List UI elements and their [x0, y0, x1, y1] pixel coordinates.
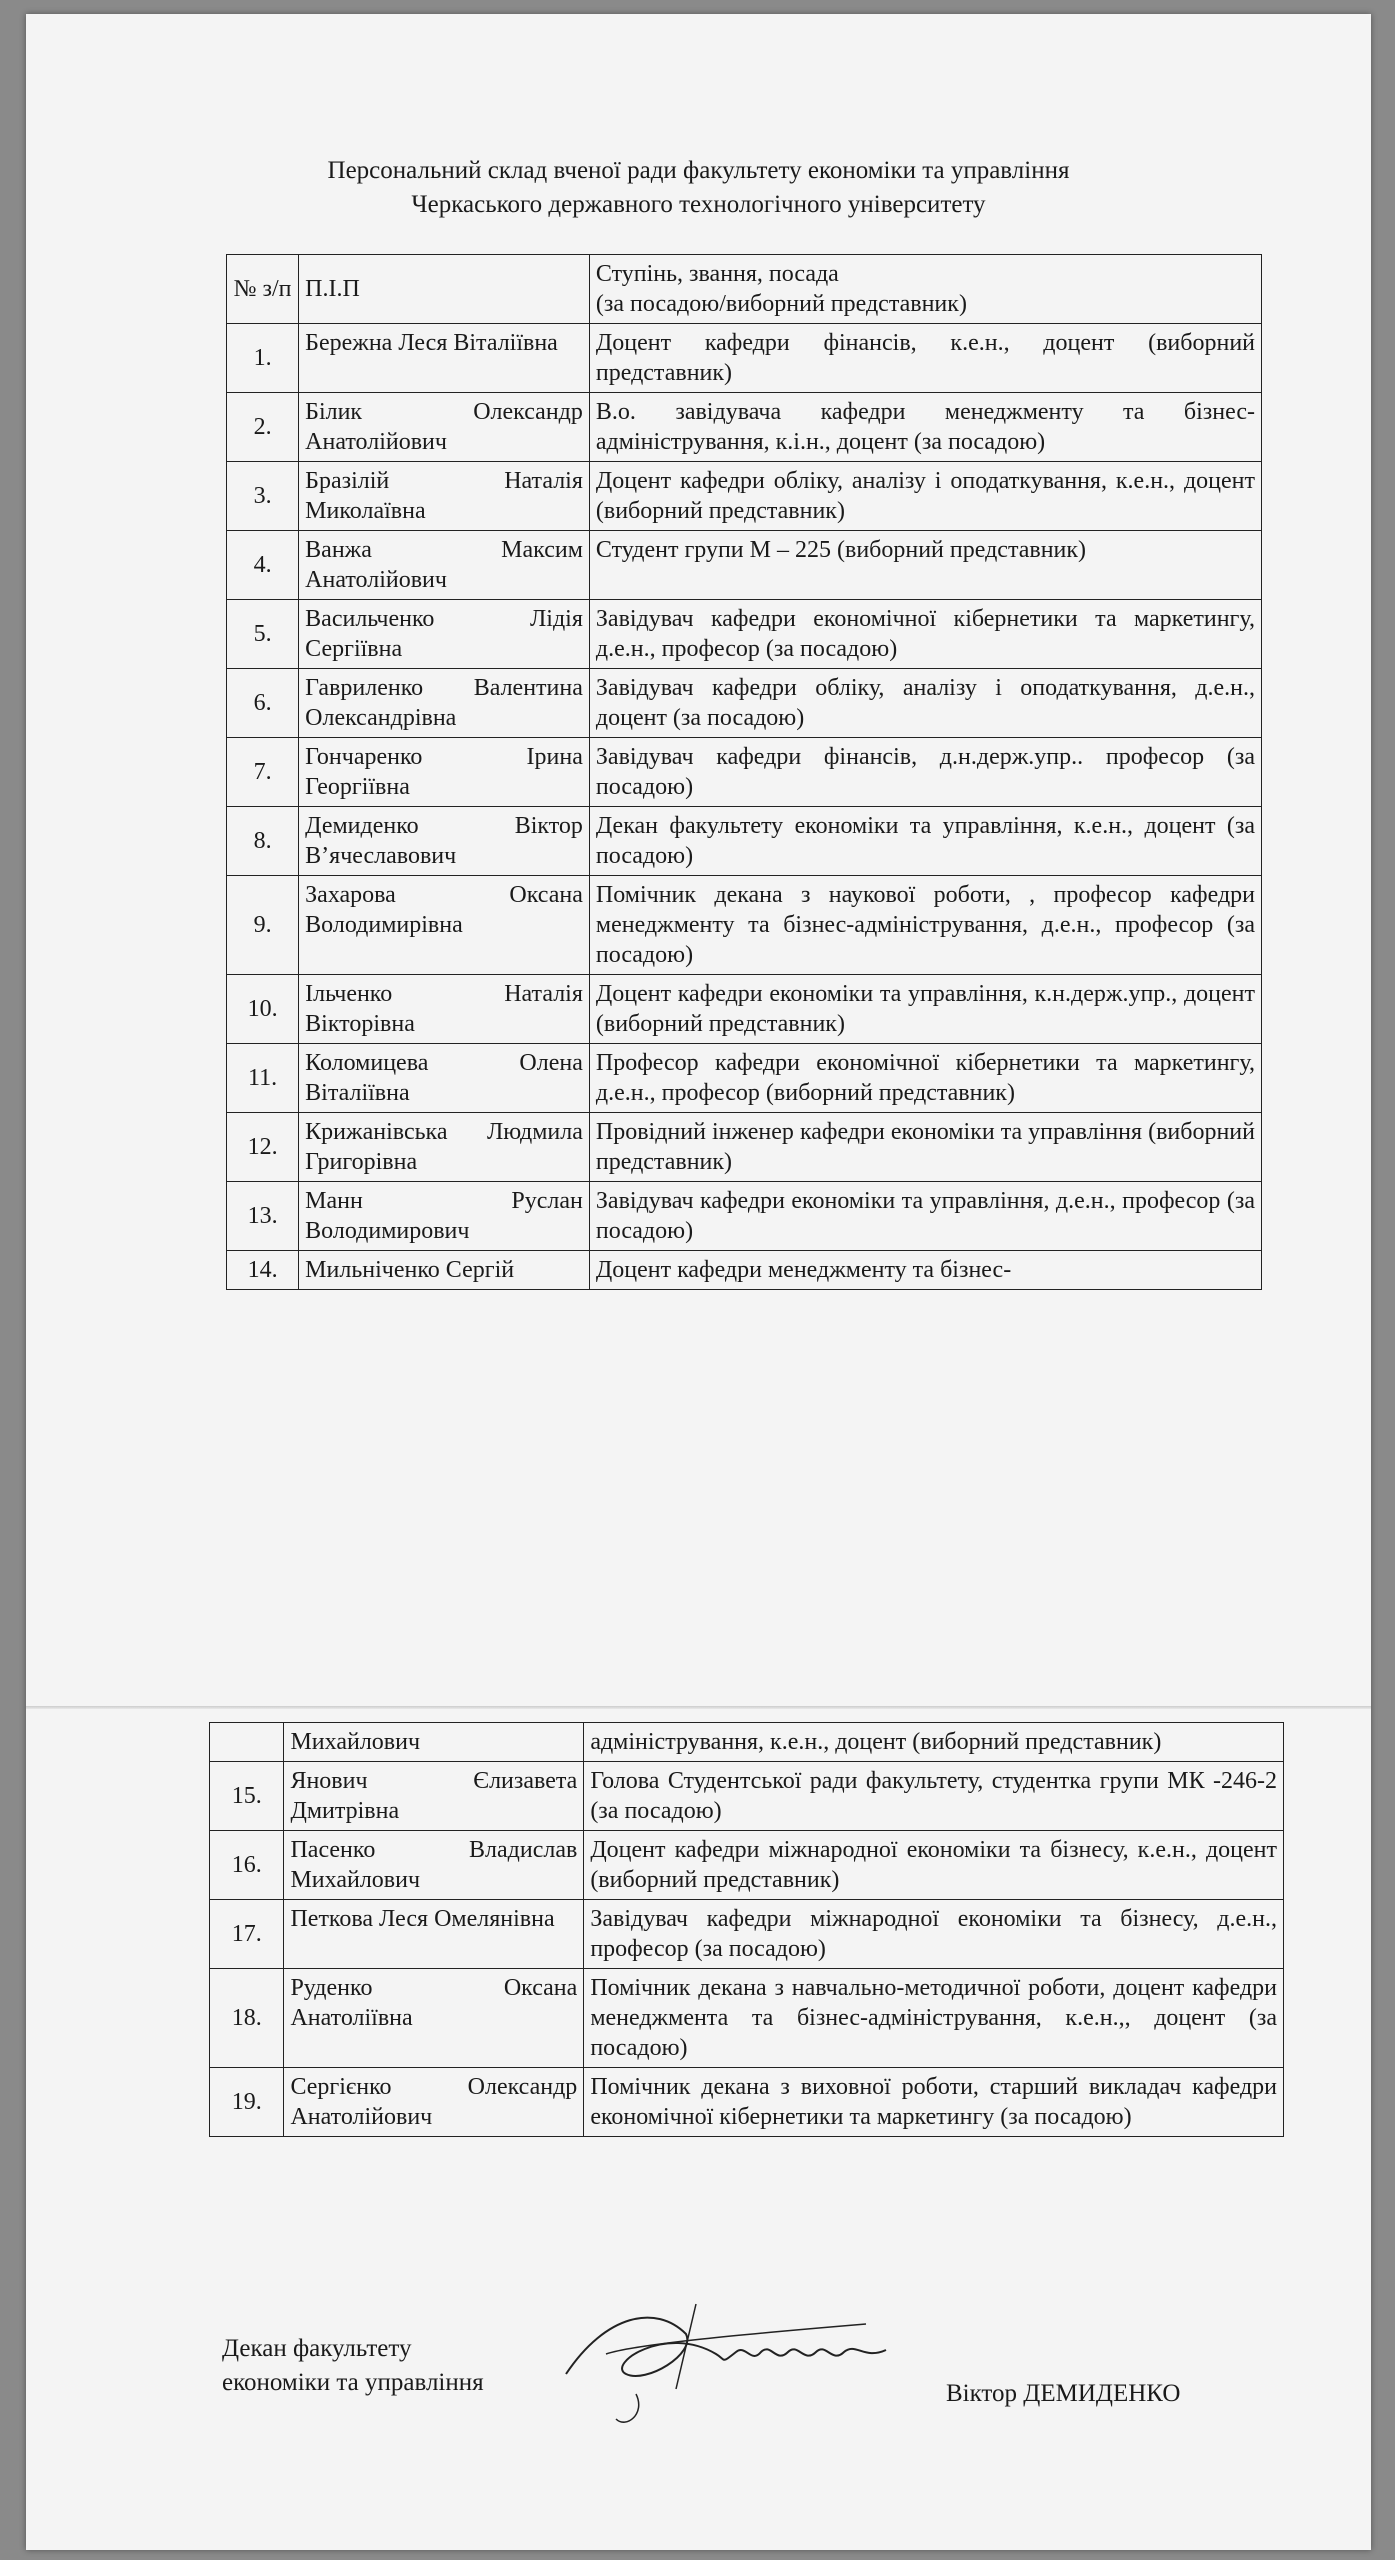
table-row	[227, 393, 1262, 462]
table-row	[210, 2068, 1284, 2137]
table-row	[227, 807, 1262, 876]
table-row	[227, 1182, 1262, 1251]
signature-label-line1: Декан факультету	[222, 2335, 412, 2362]
row-name: Васильченко Лідія Сергіївна	[299, 600, 590, 669]
row-position: Професор кафедри економічної кібернетики та маркетингу, д.е.н., професор (виборний представник)	[589, 1044, 1261, 1113]
staff-table	[226, 254, 1262, 1290]
row-name: Петкова Леся Омелянівна	[284, 1900, 584, 1969]
header-name: П.І.П	[299, 255, 590, 324]
row-position: Декан факультету економіки та управління, к.е.н., доцент (за посадою)	[589, 807, 1261, 876]
header-position-line1: Ступінь, звання, посада	[595, 261, 839, 287]
table-row	[227, 1251, 1262, 1290]
row-name: Крижанівська Людмила Григорівна	[299, 1113, 590, 1182]
staff-table-continued	[209, 1722, 1284, 2137]
table-row	[210, 1969, 1284, 2068]
header-number: № з/п	[227, 255, 299, 324]
row-name: Ванжа Максим Анатолійович	[299, 531, 590, 600]
header-position	[589, 255, 1261, 324]
row-name: Бразілій Наталія Миколаївна	[299, 462, 590, 531]
row-position: Помічник декана з виховної роботи, старший викладач кафедри економічної кібернетики та маркетингу (за посадою)	[584, 2068, 1284, 2137]
table-row	[227, 975, 1262, 1044]
row-number: 2.	[227, 393, 299, 462]
row-position: Доцент кафедри обліку, аналізу і оподаткування, к.е.н., доцент (виборний представник)	[589, 462, 1261, 531]
row-number: 9.	[227, 876, 299, 975]
document-title-line2: Черкаського державного технологічного університету	[411, 191, 986, 218]
row-position: Помічник декана з наукової роботи, , професор кафедри менеджменту та бізнес-адміністрування, д.е.н., професор (за посадою)	[589, 876, 1261, 975]
row-name: Мильніченко Сергій	[299, 1251, 590, 1290]
row-number: 13.	[227, 1182, 299, 1251]
row-number: 19.	[210, 2068, 284, 2137]
table-row	[210, 1762, 1284, 1831]
row-number: 17.	[210, 1900, 284, 1969]
row-name: Гончаренко Ірина Георгіївна	[299, 738, 590, 807]
table-row	[227, 669, 1262, 738]
row-name: Янович Єлизавета Дмитрівна	[284, 1762, 584, 1831]
row-number: 5.	[227, 600, 299, 669]
table-row	[227, 600, 1262, 669]
row-position: Помічник декана з навчально-методичної роботи, доцент кафедри менеджмента та бізнес-адміністрування, к.е.н.,, доцент (за посадою)	[584, 1969, 1284, 2068]
signature-label-line2: економіки та управління	[222, 2369, 484, 2396]
table-row	[227, 1113, 1262, 1182]
row-position: В.о. завідувача кафедри менеджменту та бізнес-адміністрування, к.і.н., доцент (за посадою)	[589, 393, 1261, 462]
row-number: 11.	[227, 1044, 299, 1113]
row-number: 12.	[227, 1113, 299, 1182]
row-name: Демиденко Віктор В’ячеславович	[299, 807, 590, 876]
paper-fold	[26, 1706, 1371, 1709]
row-position: Завідувач кафедри фінансів, д.н.держ.упр.. професор (за посадою)	[589, 738, 1261, 807]
row-position: Доцент кафедри фінансів, к.е.н., доцент (виборний представник)	[589, 324, 1261, 393]
table-body	[227, 324, 1262, 1290]
signatory-name: Віктор ДЕМИДЕНКО	[946, 2380, 1181, 2407]
row-name: Білик Олександр Анатолійович	[299, 393, 590, 462]
row-position: Доцент кафедри економіки та управління, к.н.держ.упр., доцент (виборний представник)	[589, 975, 1261, 1044]
row-position: Завідувач кафедри економічної кібернетики та маркетингу, д.е.н., професор (за посадою)	[589, 600, 1261, 669]
row-position: Завідувач кафедри обліку, аналізу і оподаткування, д.е.н., доцент (за посадою)	[589, 669, 1261, 738]
row-number: 10.	[227, 975, 299, 1044]
signature-label	[222, 2332, 484, 2400]
document-page	[26, 14, 1371, 2550]
table-row	[227, 531, 1262, 600]
row-number: 3.	[227, 462, 299, 531]
row-name: Сергієнко Олександр Анатолійович	[284, 2068, 584, 2137]
row-position: Провідний інженер кафедри економіки та управління (виборний представник)	[589, 1113, 1261, 1182]
row-position: Завідувач кафедри економіки та управління, д.е.н., професор (за посадою)	[589, 1182, 1261, 1251]
row-position: адміністрування, к.е.н., доцент (виборний представник)	[584, 1723, 1284, 1762]
row-name: Гавриленко Валентина Олександрівна	[299, 669, 590, 738]
row-name: Пасенко Владислав Михайлович	[284, 1831, 584, 1900]
table-row	[227, 1044, 1262, 1113]
row-number: 16.	[210, 1831, 284, 1900]
row-name: Коломицева Олена Віталіївна	[299, 1044, 590, 1113]
row-number: 6.	[227, 669, 299, 738]
table-row	[210, 1900, 1284, 1969]
row-number: 8.	[227, 807, 299, 876]
table-row	[210, 1831, 1284, 1900]
row-position: Завідувач кафедри міжнародної економіки та бізнесу, д.е.н., професор (за посадою)	[584, 1900, 1284, 1969]
row-number: 1.	[227, 324, 299, 393]
row-position: Доцент кафедри міжнародної економіки та бізнесу, к.е.н., доцент (виборний представник)	[584, 1831, 1284, 1900]
row-number: 15.	[210, 1762, 284, 1831]
table-row	[210, 1723, 1284, 1762]
table-row	[227, 462, 1262, 531]
row-position: Студент групи М – 225 (виборний представник)	[589, 531, 1261, 600]
row-number: 14.	[227, 1251, 299, 1290]
table-row	[227, 738, 1262, 807]
row-name: Руденко Оксана Анатоліївна	[284, 1969, 584, 2068]
row-position: Голова Студентської ради факультету, студентка групи МК -246-2 (за посадою)	[584, 1762, 1284, 1831]
row-number: 4.	[227, 531, 299, 600]
row-name: Захарова Оксана Володимирівна	[299, 876, 590, 975]
row-number: 18.	[210, 1969, 284, 2068]
header-position-line2: (за посадою/виборний представник)	[595, 291, 967, 317]
table-row	[227, 876, 1262, 975]
row-name: Манн Руслан Володимирович	[299, 1182, 590, 1251]
row-position: Доцент кафедри менеджменту та бізнес-	[589, 1251, 1261, 1290]
table-header-row	[227, 255, 1262, 324]
table-row	[227, 324, 1262, 393]
row-number	[210, 1723, 284, 1762]
row-name: Ільченко Наталія Вікторівна	[299, 975, 590, 1044]
row-number: 7.	[227, 738, 299, 807]
handwritten-signature	[546, 2294, 926, 2434]
document-title-line1: Персональний склад вченої ради факультету економіки та управління	[327, 157, 1070, 184]
row-name: Бережна Леся Віталіївна	[299, 324, 590, 393]
row-name: Михайлович	[284, 1723, 584, 1762]
table-body-continued	[210, 1723, 1284, 2137]
